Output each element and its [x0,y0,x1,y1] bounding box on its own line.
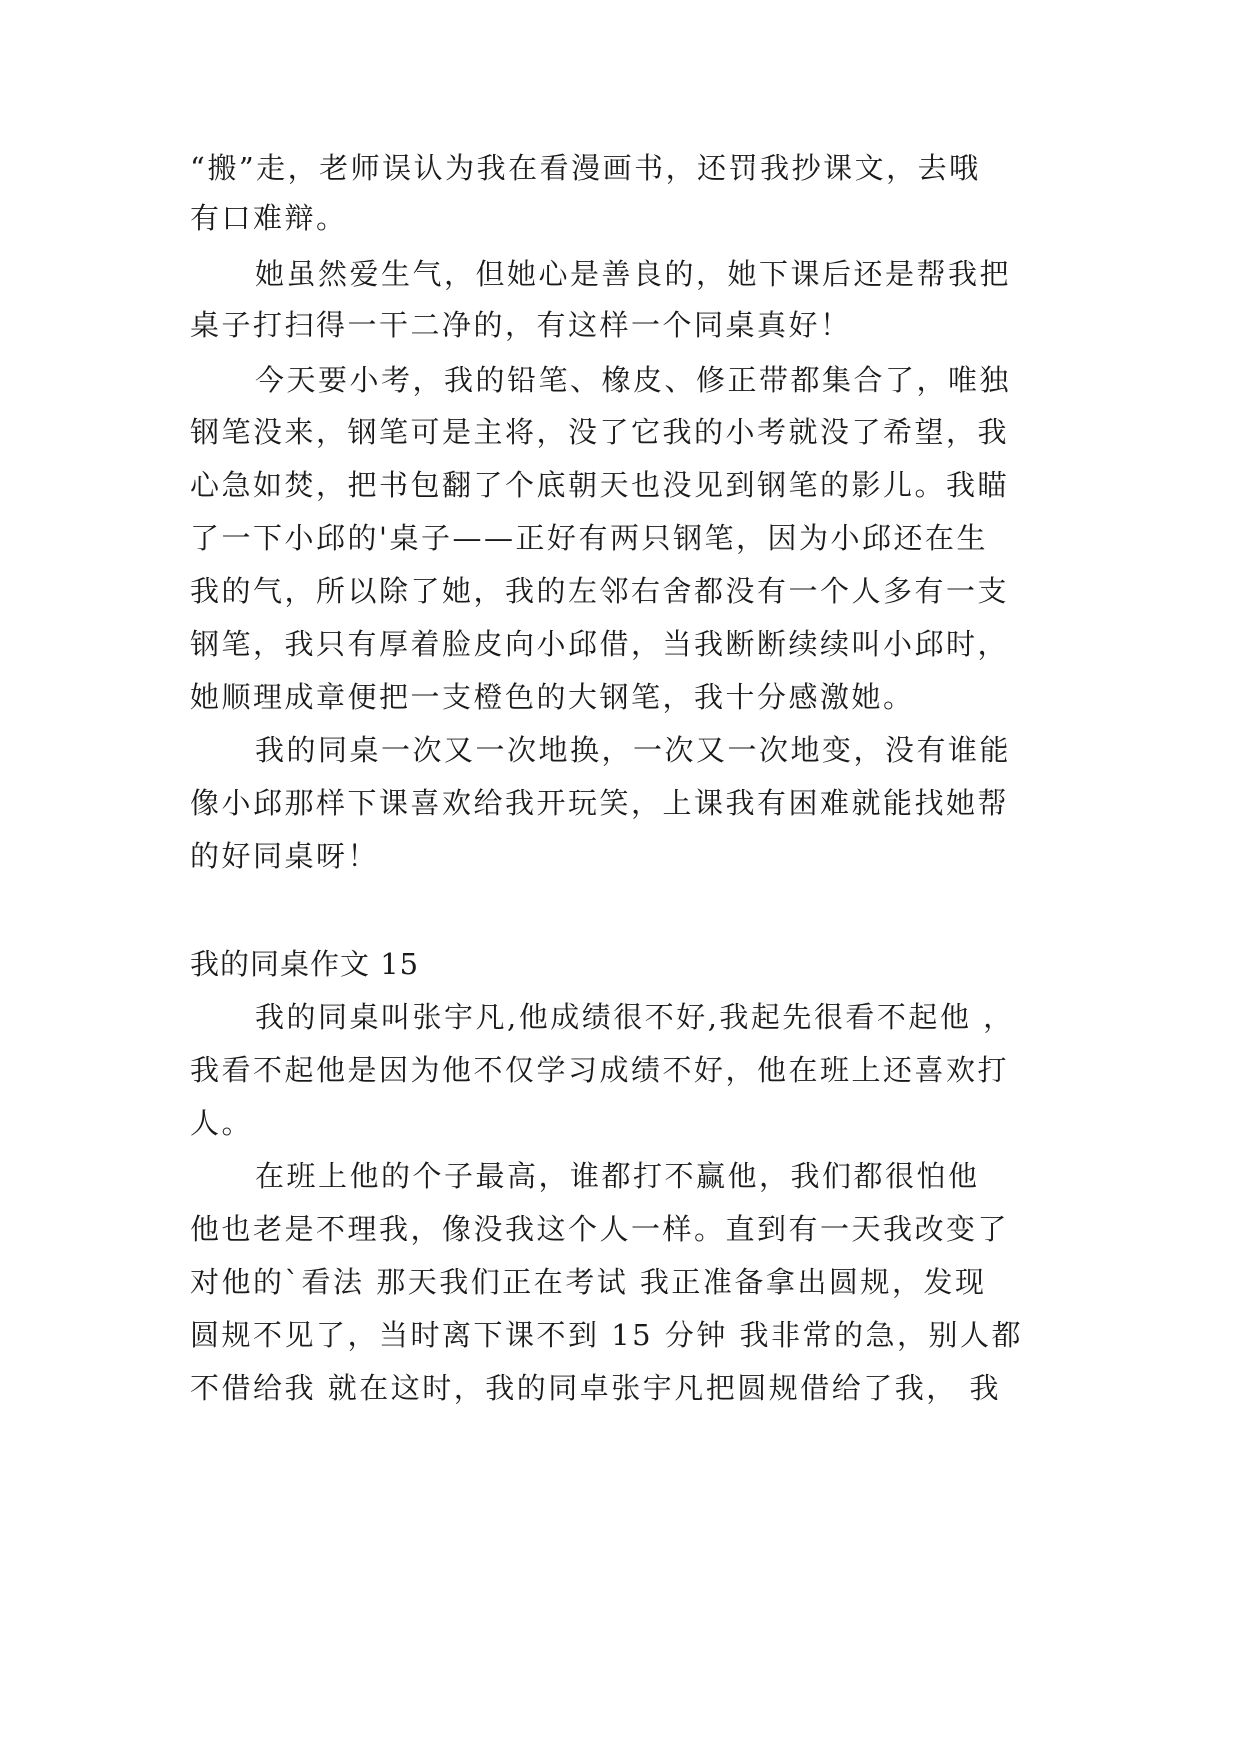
paragraph-line: 不借给我 就在这时，我的同卓张宇凡把圆规借给了我， 我 [190,1371,1001,1405]
paragraph-line: 像小邱那样下课喜欢给我开玩笑，上课我有困难就能找她帮 [190,786,1010,820]
paragraph-line: 我的同桌叫张宇凡,他成绩很不好,我起先很看不起他 ， [255,1000,1015,1034]
paragraph-line: 我的同桌一次又一次地换，一次又一次地变，没有谁能 [255,733,1012,767]
paragraph-line: 他也老是不理我，像没我这个人一样。直到有一天我改变了 [190,1212,1010,1246]
paragraph-line: 心急如焚，把书包翻了个底朝天也没见到钢笔的影儿。我瞄 [190,468,1010,502]
paragraph-line: 钢笔，我只有厚着脸皮向小邱借，当我断断续续叫小邱时， [190,627,1010,661]
paragraph-line: 有口难辩。 [190,201,348,235]
paragraph-line: 我的气，所以除了她，我的左邻右舍都没有一个人多有一支 [190,574,1010,608]
paragraph-line: 人。 [190,1106,254,1140]
paragraph-line: 了一下小邱的'桌子——正好有两只钢笔，因为小邱还在生 [190,521,988,555]
paragraph-line: 我看不起他是因为他不仅学习成绩不好，他在班上还喜欢打 [190,1053,1010,1087]
section-heading: 我的同桌作文 15 [190,947,420,981]
paragraph-line: 的好同桌呀！ [190,839,380,873]
paragraph-line: 在班上他的个子最高，谁都打不赢他，我们都很怕他 [255,1159,980,1193]
paragraph-line: 她顺理成章便把一支橙色的大钢笔，我十分感激她。 [190,680,915,714]
paragraph-line: 对他的`看法 那天我们正在考试 我正准备拿出圆规，发现 [190,1265,987,1299]
paragraph-line: 今天要小考，我的铅笔、橡皮、修正带都集合了，唯独 [255,363,1012,397]
paragraph-line: “搬”走，老师误认为我在看漫画书，还罚我抄课文，去哦 [190,151,981,185]
paragraph-line: 她虽然爱生气，但她心是善良的，她下课后还是帮我把 [255,257,1012,291]
paragraph-line: 圆规不见了，当时离下课不到 15 分钟 我非常的急，别人都 [190,1318,1024,1352]
paragraph-line: 桌子打扫得一干二净的，有这样一个同桌真好！ [190,308,852,342]
paragraph-line: 钢笔没来，钢笔可是主将，没了它我的小考就没了希望，我 [190,415,1010,449]
